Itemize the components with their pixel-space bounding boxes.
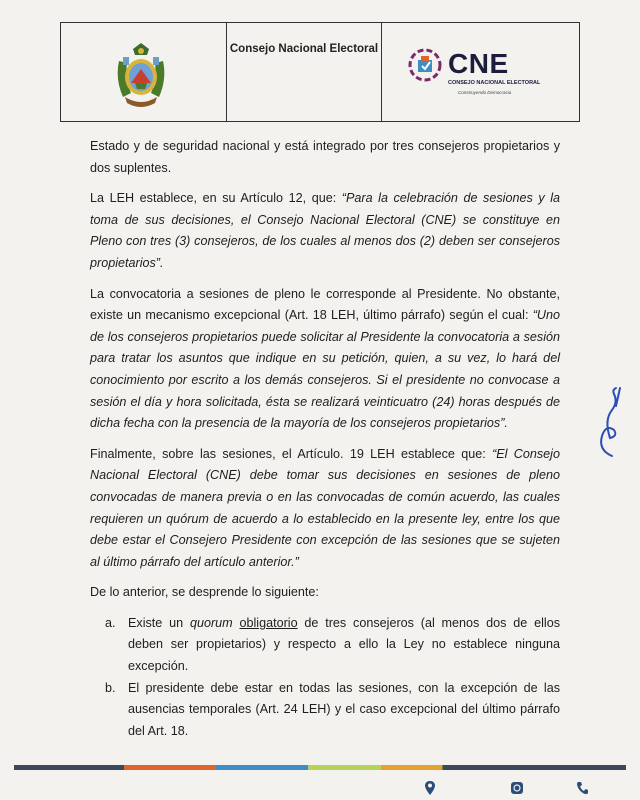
list-item-text-end: de tres consejeros (al menos dos de ellos deben ser propietarios) y respecto a ello la Ley no establece ninguna excepción. (128, 615, 561, 674)
logo-tagline: Construyendo Democracia (458, 90, 512, 95)
location-icon (423, 780, 437, 796)
logo-cell (382, 23, 579, 121)
list-item-text: El presidente debe estar en todas las sesiones, con la excepción de las ausencias temporales (Art. 24 LEH) y el caso excepcional del último párrafo del Art. 18. (128, 680, 560, 738)
seal-cell (61, 23, 227, 121)
list-marker: a. (105, 615, 116, 630)
list-marker: b. (105, 680, 116, 695)
title-cell (227, 23, 382, 121)
paragraph-3-quote: “Uno de los consejeros propietarios puede solicitar al Presidente la convocatoria a sesión para tratar los asuntos que indique en su petición, quien, a su vez, lo hará del conocimiento por escrito a los demás consejeros. Si el presidente no convocase a sesión el día y hora solicitada, ésta se realizará veinticuatro (24) horas después de dicha fecha con la presencia de la mayoría de los consejeros propietarios”. (90, 308, 560, 431)
list-item (90, 678, 560, 743)
footer-stripe (14, 765, 626, 770)
cne-logo-icon (406, 46, 444, 84)
cne-logo (406, 48, 541, 103)
paragraph-1: Estado y de seguridad nacional y está integrado por tres consejeros propietarios y dos suplentes. (90, 139, 560, 175)
paragraph-3-intro: La convocatoria a sesiones de pleno le corresponde al Presidente. No obstante, existe un mecanismo excepcional (Art. 18 LEH, último párrafo) según el cual: (90, 286, 560, 323)
paragraph-4 (90, 444, 560, 574)
phone-icon (575, 780, 589, 796)
logo-text: CNE (448, 48, 509, 79)
paragraph-2-quote: “Para la celebración de sesiones y la toma de sus decisiones, el Consejo Nacional Electoral (CNE) se constituye en Pleno con tres (3) consejeros, de los cuales al menos dos (2) deben ser consejeros propietarios”. (90, 191, 560, 270)
header-title: Consejo Nacional Electoral (229, 43, 379, 55)
paragraph-4-quote: “El Consejo Nacional Electoral (CNE) debe tomar sus decisiones en sesiones de pleno convocadas de manera previa o en las convocadas de común acuerdo, las cuales requieren un quórum de acuerdo a lo establecido en la presente ley, entre los que debe estar el Consejero Presidente con excepción de las sesiones que se sujeten al último párrafo del artículo anterior.” (90, 446, 560, 569)
paragraph-3 (90, 284, 560, 435)
paragraph-5: De lo anterior, se desprende lo siguiente: (90, 585, 319, 600)
signature (592, 380, 628, 460)
obligatorio-term: obligatorio (239, 615, 298, 630)
coat-of-arms-icon (109, 39, 173, 111)
paragraph-2 (90, 188, 560, 274)
quorum-term: quorum (189, 615, 233, 630)
list-item-text: Existe un (128, 615, 190, 630)
list-item (90, 613, 560, 678)
web-icon (510, 780, 524, 796)
paragraph-2-intro: La LEH establece, en su Artículo 12, que: (90, 191, 342, 206)
document-body (90, 136, 560, 742)
letterhead (60, 22, 580, 122)
conclusion-list (90, 613, 560, 743)
paragraph-4-intro: Finalmente, sobre las sesiones, el Artículo. 19 LEH establece que: (90, 446, 493, 461)
logo-subtitle: CONSEJO NACIONAL ELECTORAL (448, 80, 541, 86)
